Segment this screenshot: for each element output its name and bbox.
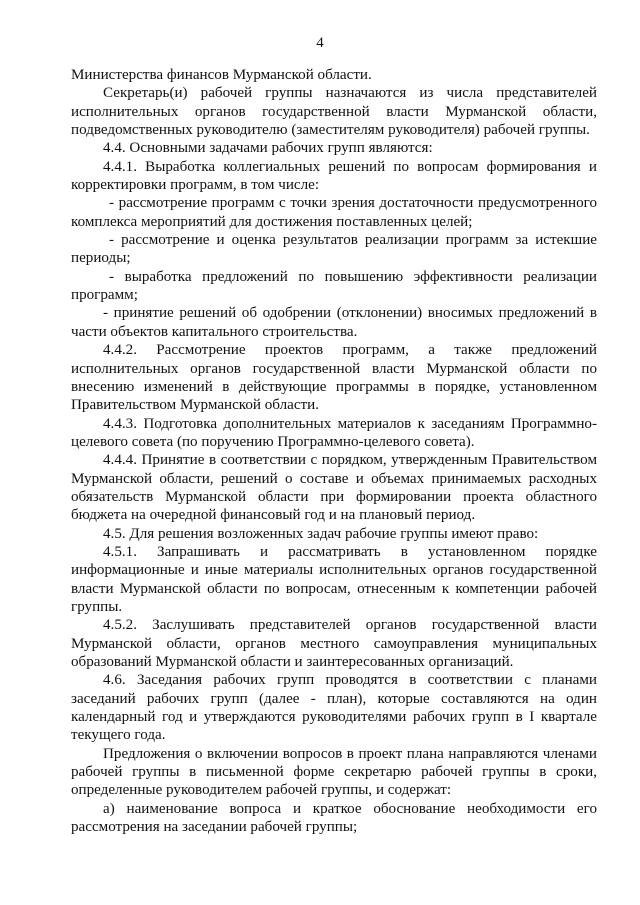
list-item: - выработка предложений по повышению эффективности реализации программ;: [71, 268, 597, 304]
paragraph: Предложения о включении вопросов в проект плана направляются членами рабочей группы в письменной форме секретарю рабочей группы в сроки, определенные руководителем рабочей группы, и содержат:: [71, 745, 597, 799]
paragraph: 4.6. Заседания рабочих групп проводятся в соответствии с планами заседаний рабочих групп (далее - план), которые составляются на один календарный год и утверждаются руководителями рабочих групп в I квартале текущего года.: [71, 672, 597, 744]
list-item: - рассмотрение программ с точки зрения достаточности предусмотренного комплекса мероприятий для достижения поставленных целей;: [71, 195, 597, 230]
list-item: а) наименование вопроса и краткое обоснование необходимости его рассмотрения на заседании рабочей группы;: [71, 800, 597, 836]
paragraph: Секретарь(и) рабочей группы назначаются из числа представителей исполнительных органов государственной власти Мурманской области, подведомственных руководителю (заместителям руководителя) рабочей группы.: [71, 85, 597, 139]
paragraph: 4.4.2. Рассмотрение проектов программ, а также предложений исполнительных органов государственной власти Мурманской области по внесению изменений в действующие программы в порядке, установленном Правительством Мурманской области.: [71, 342, 597, 414]
paragraph: 4.5.2. Заслушивать представителей органов государственной власти Мурманской области, органов местного самоуправления муниципальных образований Мурманской области и заинтересованных организаций.: [71, 617, 597, 670]
page-number: 4: [316, 35, 324, 51]
paragraph: Министерства финансов Мурманской области.: [71, 67, 372, 83]
paragraph: 4.4.4. Принятие в соответствии с порядком, утвержденным Правительством Мурманской области, решений о составе и объемах принимаемых расходных обязательств Мурманской области при формировании проекта областного бюджета на очередной финансовый год и на плановый период.: [71, 452, 597, 524]
document-body: [71, 66, 597, 836]
paragraph: 4.4.1. Выработка коллегиальных решений по вопросам формирования и корректировки программ, в том числе:: [71, 158, 597, 194]
list-item: - принятие решений об одобрении (отклонении) вносимых предложений в части объектов капитального строительства.: [71, 305, 597, 340]
list-item: - рассмотрение и оценка результатов реализации программ за истекшие периоды;: [71, 232, 597, 267]
paragraph: 4.4. Основными задачами рабочих групп являются:: [103, 140, 433, 157]
paragraph: 4.5. Для решения возложенных задач рабочие группы имеют право:: [103, 525, 539, 542]
paragraph: 4.5.1. Запрашивать и рассматривать в установленном порядке информационные и иные материалы исполнительных органов государственной власти Мурманской области по вопросам, отнесенным к компетенции рабочей группы.: [71, 543, 597, 615]
paragraph: 4.4.3. Подготовка дополнительных материалов к заседаниям Программно-целевого совета (по поручению Программно-целевого совета).: [71, 415, 597, 450]
